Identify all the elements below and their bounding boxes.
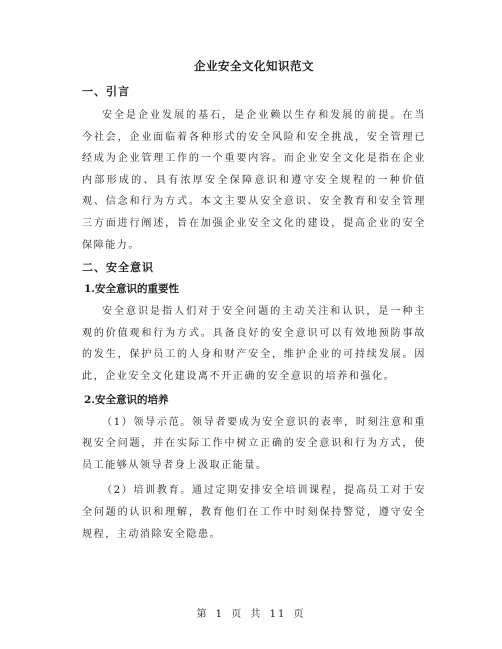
total-unit: 页 xyxy=(293,609,306,620)
total-pages: 11 xyxy=(269,609,287,620)
section-heading-introduction: 一、引言 xyxy=(82,85,130,98)
page-label: 第 xyxy=(196,609,209,620)
page-unit: 页 xyxy=(231,609,244,620)
page-footer xyxy=(0,608,502,622)
document-body xyxy=(82,58,426,549)
cultivation-paragraph-leadership: （1）领导示范。领导者要成为安全意识的表率，时刻注意和重视安全问题，并在实际工作中树立正确的安全意识和行为方式，使员工能够从领导者身上汲取正能量。 xyxy=(82,416,426,471)
subsection-heading-importance: 1.安全意识的重要性 xyxy=(84,283,179,296)
cultivation-paragraph-training: （2）培训教育。通过定期安排安全培训课程，提高员工对于安全问题的认识和理解，教育他们在工作中时刻保持警觉，遵守安全规程，主动消除安全隐患。 xyxy=(82,485,426,540)
subsection-heading-cultivation: 2.安全意识的培养 xyxy=(84,393,169,406)
total-label: 共 xyxy=(250,609,263,620)
page-number: 1 xyxy=(215,609,225,620)
document-title: 企业安全文化知识范文 xyxy=(194,59,314,73)
importance-paragraph: 安全意识是指人们对于安全问题的主动关注和认识，是一种主观的价值观和行为方式。具备良好的安全意识可以有效地预防事故的发生，保护员工的人身和财产安全，维护企业的可持续发展。因此，企业安全文化建设离不开正确的安全意识的培养和强化。 xyxy=(82,306,426,382)
introduction-paragraph: 安全是企业发展的基石，是企业赖以生存和发展的前提。在当今社会，企业面临着各种形式的安全风险和安全挑战，安全管理已经成为企业管理工作的一个重要内容。而企业安全文化是指在企业内部形成的、具有浓厚安全保障意识和遵守安全规程的一种价值观、信念和行为方式。本文主要从安全意识、安全教育和安全管理三方面进行阐述，旨在加强企业安全文化的建设，提高企业的安全保障能力。 xyxy=(82,110,426,251)
section-heading-safety-awareness: 二、安全意识 xyxy=(82,261,154,275)
